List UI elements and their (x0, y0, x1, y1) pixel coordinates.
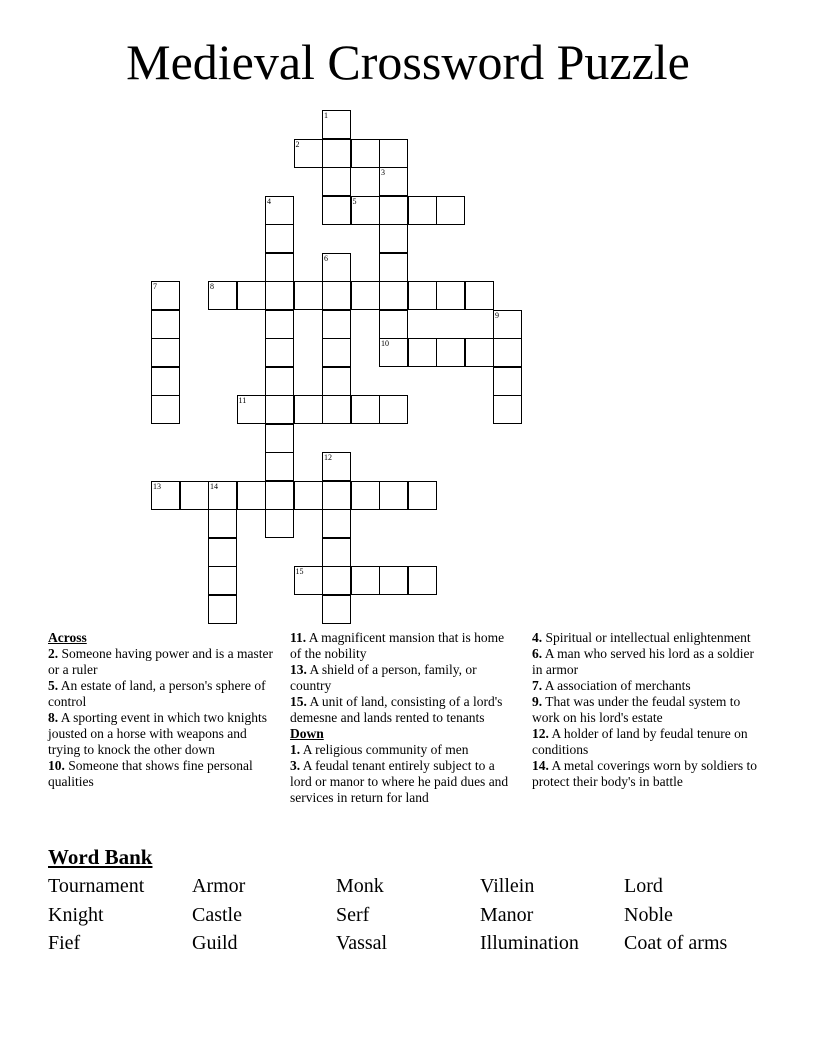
grid-cell-r13-c4[interactable] (265, 481, 294, 510)
clue-down-4: 4. Spiritual or intellectual enlightenment (532, 630, 751, 645)
word-bank-word: Noble (624, 904, 673, 926)
grid-cell-r10-c8[interactable] (379, 395, 408, 424)
grid-cell-r8-c9[interactable] (408, 338, 437, 367)
clue-down-3: 3. A feudal tenant entirely subject to a lord or manor to where he paid dues and services in return for land (290, 758, 509, 805)
grid-cell-r6-c3[interactable] (237, 281, 266, 310)
grid-cell-r8-c12[interactable] (493, 338, 522, 367)
clue-down-14: 14. A metal coverings worn by soldiers to protect their body's in battle (532, 758, 757, 789)
word-bank-word: Knight (48, 904, 104, 926)
word-bank-word: Armor (192, 875, 246, 897)
grid-cell-r14-c2[interactable] (208, 509, 237, 538)
grid-cell-r0-c6[interactable] (322, 110, 351, 139)
clue-across-13: 13. A shield of a person, family, or country (290, 662, 477, 693)
grid-cell-r9-c0[interactable] (151, 367, 180, 396)
grid-cell-r6-c9[interactable] (408, 281, 437, 310)
grid-cell-r6-c11[interactable] (465, 281, 494, 310)
grid-cell-r2-c8[interactable] (379, 167, 408, 196)
grid-cell-r8-c11[interactable] (465, 338, 494, 367)
grid-cell-r13-c0[interactable] (151, 481, 180, 510)
clue-number-7: 7 (153, 282, 157, 291)
clue-number-3: 3 (381, 168, 385, 177)
grid-cell-r6-c8[interactable] (379, 281, 408, 310)
grid-cell-r4-c8[interactable] (379, 224, 408, 253)
grid-cell-r6-c7[interactable] (351, 281, 380, 310)
grid-cell-r5-c6[interactable] (322, 253, 351, 282)
grid-cell-r12-c6[interactable] (322, 452, 351, 481)
grid-cell-r1-c5[interactable] (294, 139, 323, 168)
grid-cell-r13-c1[interactable] (180, 481, 209, 510)
grid-cell-r10-c6[interactable] (322, 395, 351, 424)
grid-cell-r10-c5[interactable] (294, 395, 323, 424)
grid-cell-r13-c8[interactable] (379, 481, 408, 510)
clue-number-12: 12 (324, 453, 332, 462)
grid-cell-r6-c2[interactable] (208, 281, 237, 310)
clue-number-2: 2 (295, 139, 300, 149)
word-bank-word: Vassal (336, 932, 388, 954)
grid-cell-r16-c5[interactable] (294, 566, 323, 595)
grid-cell-r3-c10[interactable] (436, 196, 465, 225)
clue-down-12: 12. A holder of land by feudal tenure on conditions (532, 726, 748, 757)
grid-cell-r17-c2[interactable] (208, 595, 237, 624)
grid-cell-r3-c6[interactable] (322, 196, 351, 225)
grid-cell-r13-c2[interactable] (208, 481, 237, 510)
word-bank-word: Manor (480, 904, 534, 926)
grid-cell-r7-c12[interactable] (493, 310, 522, 339)
grid-cell-r9-c12[interactable] (493, 367, 522, 396)
clue-across-8: 8. A sporting event in which two knights jousted on a horse with weapons and trying to knock the other down (48, 710, 268, 757)
word-bank-heading: Word Bank (48, 845, 153, 869)
grid-cell-r6-c5[interactable] (294, 281, 323, 310)
clue-number-10: 10 (381, 339, 389, 348)
grid-cell-r4-c4[interactable] (265, 224, 294, 253)
grid-cell-r7-c6[interactable] (322, 310, 351, 339)
word-bank-word: Fief (48, 932, 81, 954)
grid-cell-r10-c4[interactable] (265, 395, 294, 424)
word-bank-word: Tournament (48, 875, 145, 897)
grid-cell-r1-c6[interactable] (322, 139, 351, 168)
word-bank-word: Coat of arms (624, 932, 728, 954)
grid-cell-r15-c6[interactable] (322, 538, 351, 567)
grid-cell-r17-c6[interactable] (322, 595, 351, 624)
grid-cell-r1-c7[interactable] (351, 139, 380, 168)
clue-across-5: 5. An estate of land, a person's sphere of control (48, 678, 266, 709)
grid-cell-r5-c4[interactable] (265, 253, 294, 282)
grid-cell-r10-c0[interactable] (151, 395, 180, 424)
grid-cell-r7-c4[interactable] (265, 310, 294, 339)
grid-cell-r10-c7[interactable] (351, 395, 380, 424)
grid-cell-r6-c10[interactable] (436, 281, 465, 310)
clue-number-6: 6 (324, 253, 328, 263)
grid-cell-r13-c6[interactable] (322, 481, 351, 510)
clue-number-14: 14 (210, 481, 218, 491)
clue-number-9: 9 (495, 310, 499, 320)
word-bank-word: Guild (192, 932, 238, 954)
word-bank-word: Lord (624, 875, 663, 897)
grid-cell-r11-c4[interactable] (265, 424, 294, 453)
clue-number-1: 1 (324, 111, 328, 120)
clue-number-4: 4 (267, 196, 271, 206)
grid-cell-r14-c6[interactable] (322, 509, 351, 538)
grid-cell-r9-c6[interactable] (322, 367, 351, 396)
clue-number-5: 5 (352, 196, 357, 206)
word-bank-word: Serf (336, 904, 370, 926)
grid-cell-r3-c9[interactable] (408, 196, 437, 225)
grid-cell-r13-c3[interactable] (237, 481, 266, 510)
clue-down-1: 1. A religious community of men (290, 742, 469, 757)
grid-cell-r6-c4[interactable] (265, 281, 294, 310)
grid-cell-r16-c9[interactable] (408, 566, 437, 595)
grid-cell-r3-c8[interactable] (379, 196, 408, 225)
grid-cell-r5-c8[interactable] (379, 253, 408, 282)
grid-cell-r8-c4[interactable] (265, 338, 294, 367)
word-bank-word: Castle (192, 904, 242, 926)
grid-cell-r8-c0[interactable] (151, 338, 180, 367)
clue-down-7: 7. A association of merchants (532, 678, 691, 693)
grid-cell-r13-c7[interactable] (351, 481, 380, 510)
page-title: Medieval Crossword Puzzle (126, 34, 690, 90)
clue-across-10: 10. Someone that shows fine personal qualities (48, 758, 253, 789)
grid-cell-r15-c2[interactable] (208, 538, 237, 567)
grid-cell-r1-c8[interactable] (379, 139, 408, 168)
clue-column-1 (48, 630, 276, 790)
grid-cell-r3-c4[interactable] (265, 196, 294, 225)
grid-cell-r16-c6[interactable] (322, 566, 351, 595)
clue-down-6: 6. A man who served his lord as a soldier in armor (532, 646, 754, 677)
grid-cell-r10-c12[interactable] (493, 395, 522, 424)
grid-cell-r6-c6[interactable] (322, 281, 351, 310)
grid-cell-r2-c6[interactable] (322, 167, 351, 196)
grid-cell-r8-c10[interactable] (436, 338, 465, 367)
word-bank-word: Illumination (480, 932, 579, 954)
grid-cell-r12-c4[interactable] (265, 452, 294, 481)
clue-column-2 (290, 630, 516, 806)
clue-across-11: 11. A magnificent mansion that is home of the nobility (290, 630, 505, 661)
grid-cell-r8-c8[interactable] (379, 338, 408, 367)
clue-number-13: 13 (153, 481, 161, 491)
clue-number-15: 15 (295, 567, 304, 576)
grid-cell-r16-c7[interactable] (351, 566, 380, 595)
grid-cell-r7-c0[interactable] (151, 310, 180, 339)
grid-cell-r14-c4[interactable] (265, 509, 294, 538)
clue-number-11: 11 (238, 396, 247, 405)
clue-number-8: 8 (210, 282, 214, 291)
clue-across-2: 2. Someone having power and is a master or a ruler (48, 646, 273, 677)
across-heading: Across (48, 630, 87, 645)
clue-down-9: 9. That was under the feudal system to work on his lord's estate (532, 694, 741, 725)
grid-cell-r3-c7[interactable] (351, 196, 380, 225)
word-bank-word: Monk (336, 875, 384, 897)
down-heading: Down (290, 726, 324, 741)
grid-cell-r8-c6[interactable] (322, 338, 351, 367)
clue-across-15: 15. A unit of land, consisting of a lord's demesne and lands rented to tenants (290, 694, 503, 725)
grid-cell-r13-c9[interactable] (408, 481, 437, 510)
clue-column-3 (532, 630, 762, 790)
grid-cell-r6-c0[interactable] (151, 281, 180, 310)
grid-cell-r7-c8[interactable] (379, 310, 408, 339)
word-bank-word: Villein (480, 875, 535, 897)
grid-cell-r16-c8[interactable] (379, 566, 408, 595)
grid-cell-r9-c4[interactable] (265, 367, 294, 396)
grid-cell-r13-c5[interactable] (294, 481, 323, 510)
grid-cell-r10-c3[interactable] (237, 395, 266, 424)
grid-cell-r16-c2[interactable] (208, 566, 237, 595)
